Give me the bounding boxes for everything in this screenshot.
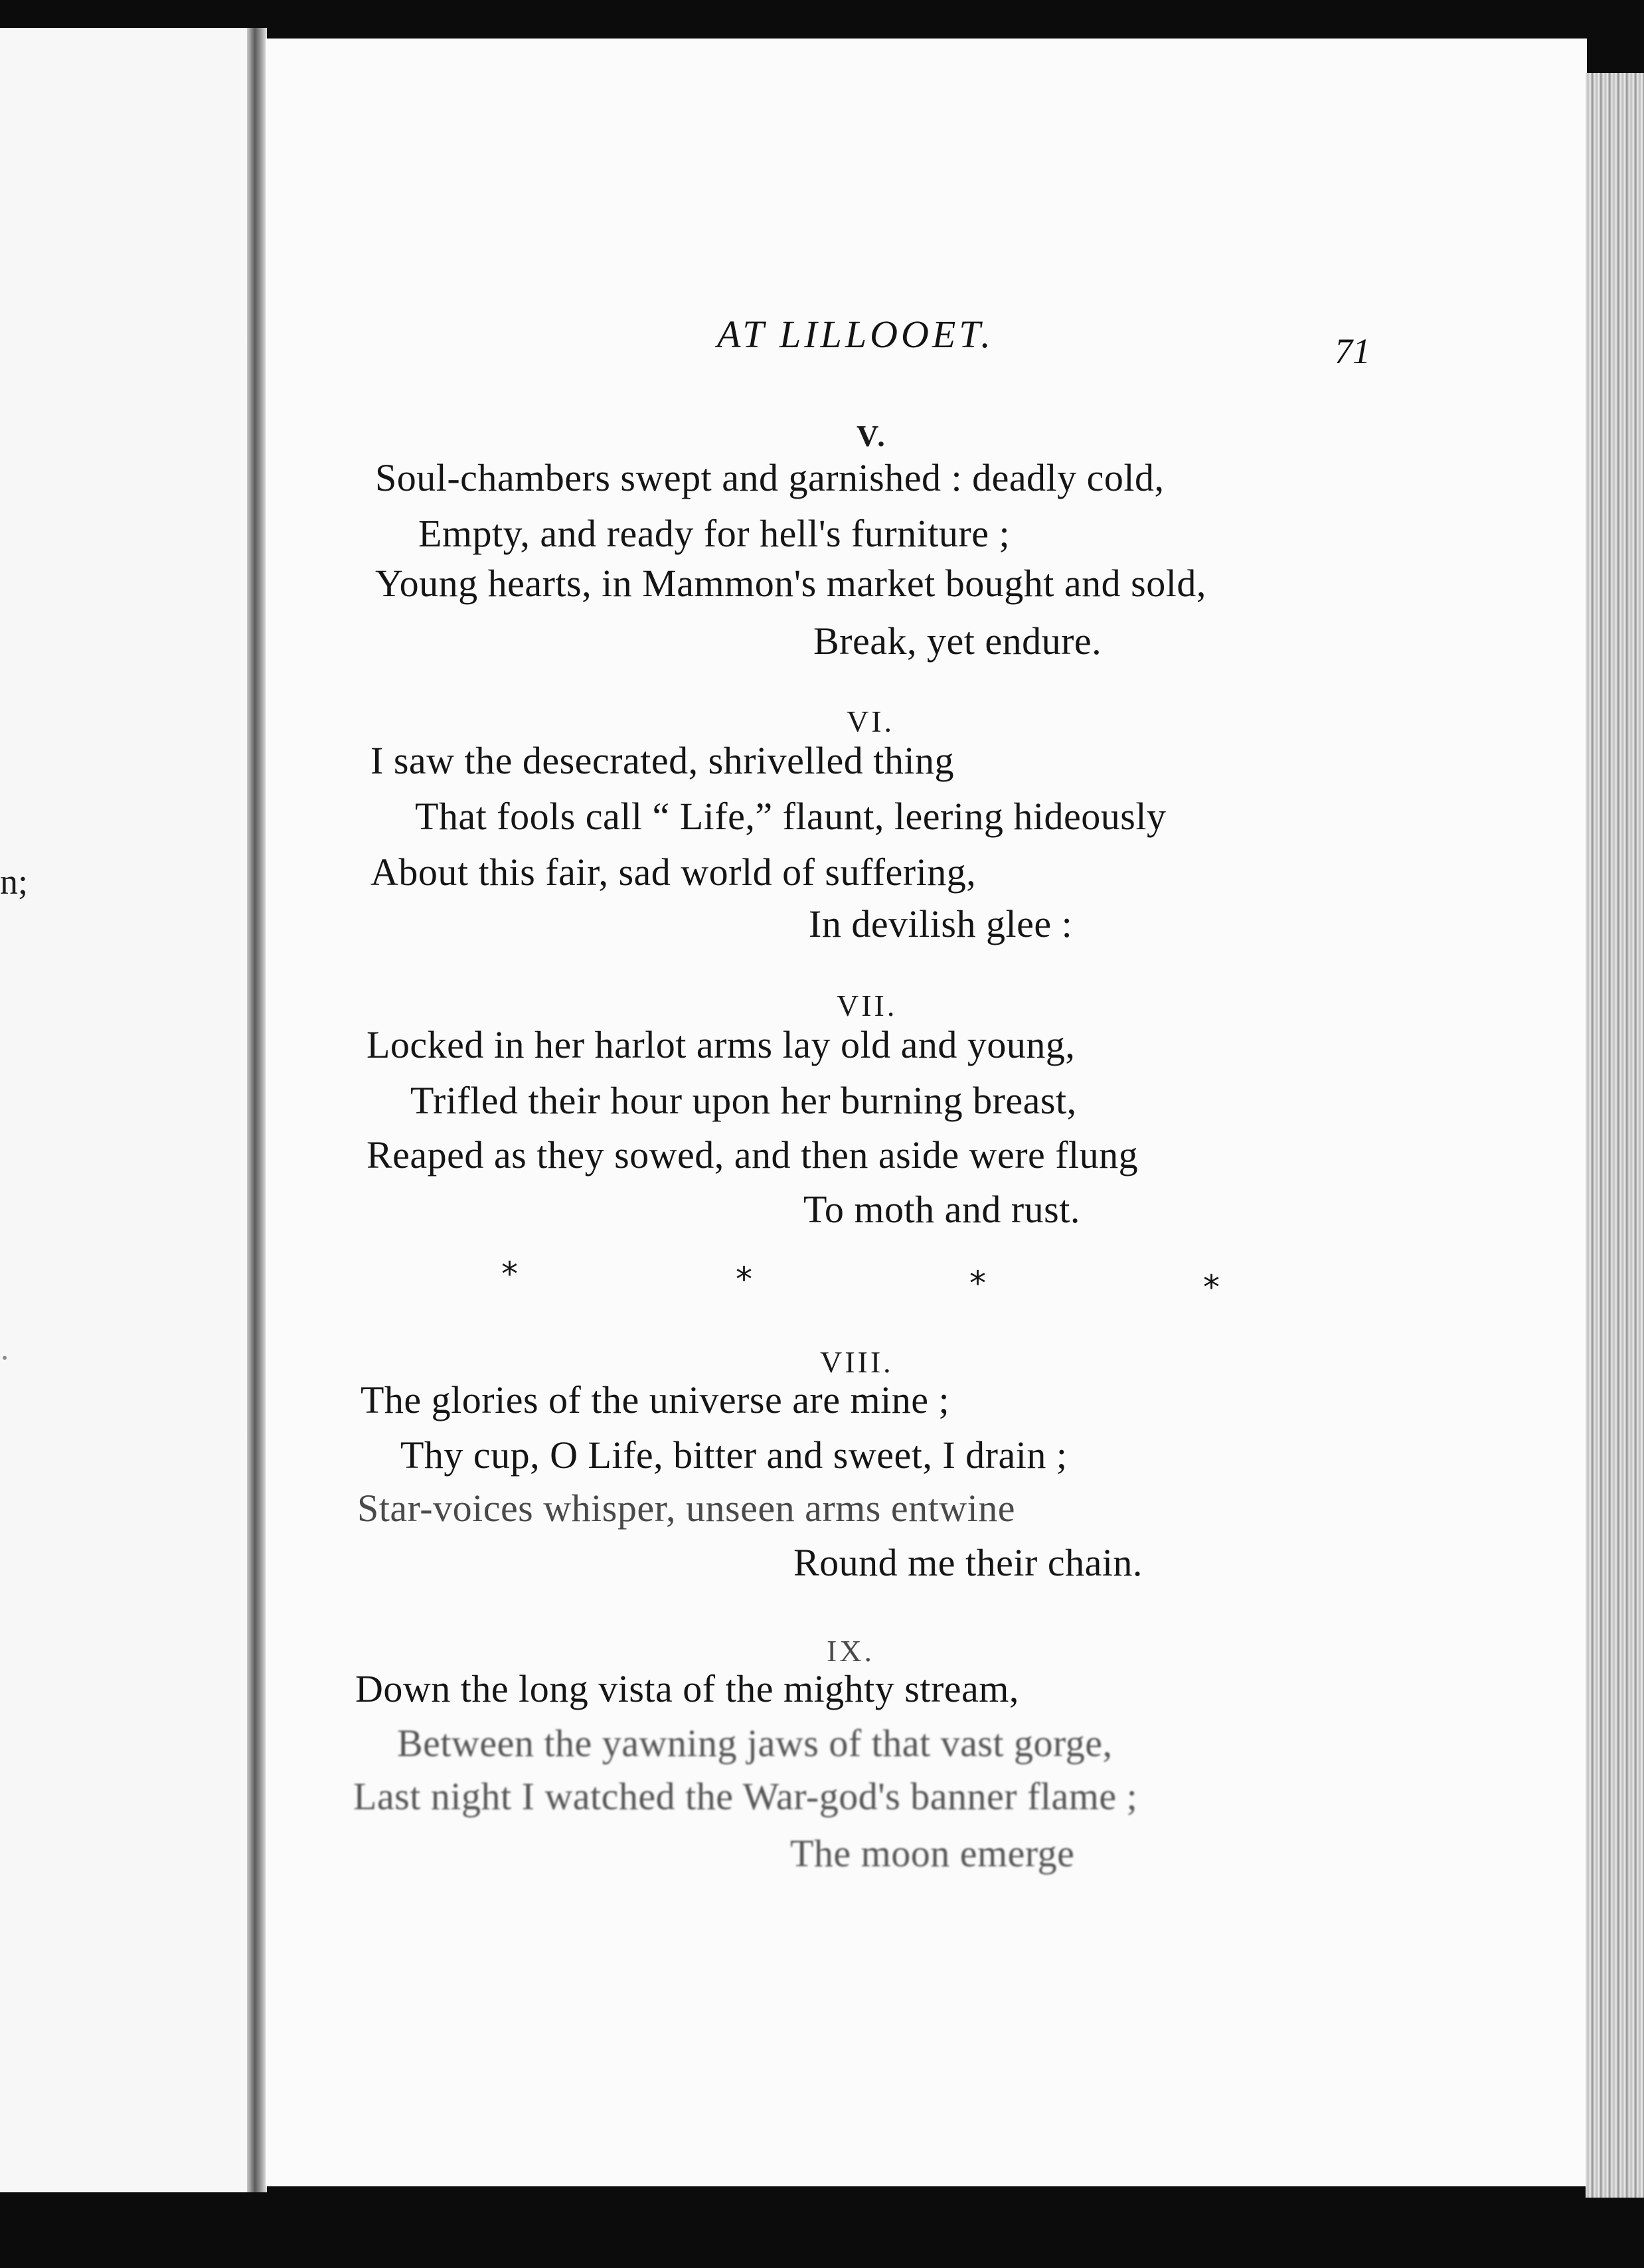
verse-line: That fools call “ Life,” flaunt, leering hideously (415, 795, 1167, 838)
verse-line: Round me their chain. (793, 1541, 1143, 1584)
verse-line: Young hearts, in Mammon's market bought and sold, (375, 562, 1206, 605)
verse-line: I saw the desecrated, shrivelled thing (370, 739, 955, 782)
verse-line: To moth and rust. (803, 1188, 1080, 1231)
verse-line: Locked in her harlot arms lay old and young, (367, 1023, 1076, 1066)
verse-line: The moon emerge (790, 1832, 1075, 1875)
verse-line: Down the long vista of the mighty stream, (355, 1667, 1019, 1710)
verse-line: Empty, and ready for hell's furniture ; (418, 512, 1011, 555)
page-number: 71 (1335, 331, 1370, 371)
left-facing-page (0, 28, 256, 2192)
page-edges (1586, 73, 1644, 2198)
verse-line: Between the yawning jaws of that vast gorge, (397, 1722, 1113, 1765)
stanza-number: V. (857, 419, 888, 453)
book-gutter (247, 28, 267, 2192)
verse-line: Soul-chambers swept and garnished : deadly cold, (375, 456, 1165, 499)
verse-line: The glories of the universe are mine ; (361, 1378, 950, 1421)
verse-line: Break, yet endure. (813, 619, 1102, 663)
verse-line: Trifled their hour upon her burning breast, (410, 1079, 1077, 1122)
running-head: AT LILLOOET. (717, 313, 994, 356)
verse-line: Star-voices whisper, unseen arms entwine (357, 1487, 1015, 1530)
separator-asterisk: * (736, 1260, 752, 1299)
separator-asterisk: * (1203, 1268, 1220, 1307)
stanza-number: VII. (837, 989, 898, 1022)
verse-line: Thy cup, O Life, bitter and sweet, I drain ; (400, 1433, 1068, 1477)
stanza-number: IX. (827, 1634, 875, 1668)
stanza-number: VIII. (820, 1345, 894, 1379)
stanza-number: VI. (847, 704, 895, 738)
verse-line: About this fair, sad world of suffering, (370, 850, 977, 894)
verse-line: Reaped as they sowed, and then aside were flung (367, 1133, 1139, 1176)
verse-line: In devilish glee : (809, 902, 1073, 945)
page-speck (3, 1356, 7, 1360)
separator-asterisk: * (501, 1255, 518, 1293)
separator-asterisk: * (969, 1264, 986, 1303)
left-page-text-fragment: n; (0, 862, 29, 902)
verse-line: Last night I watched the War-god's banner flame ; (353, 1775, 1138, 1818)
